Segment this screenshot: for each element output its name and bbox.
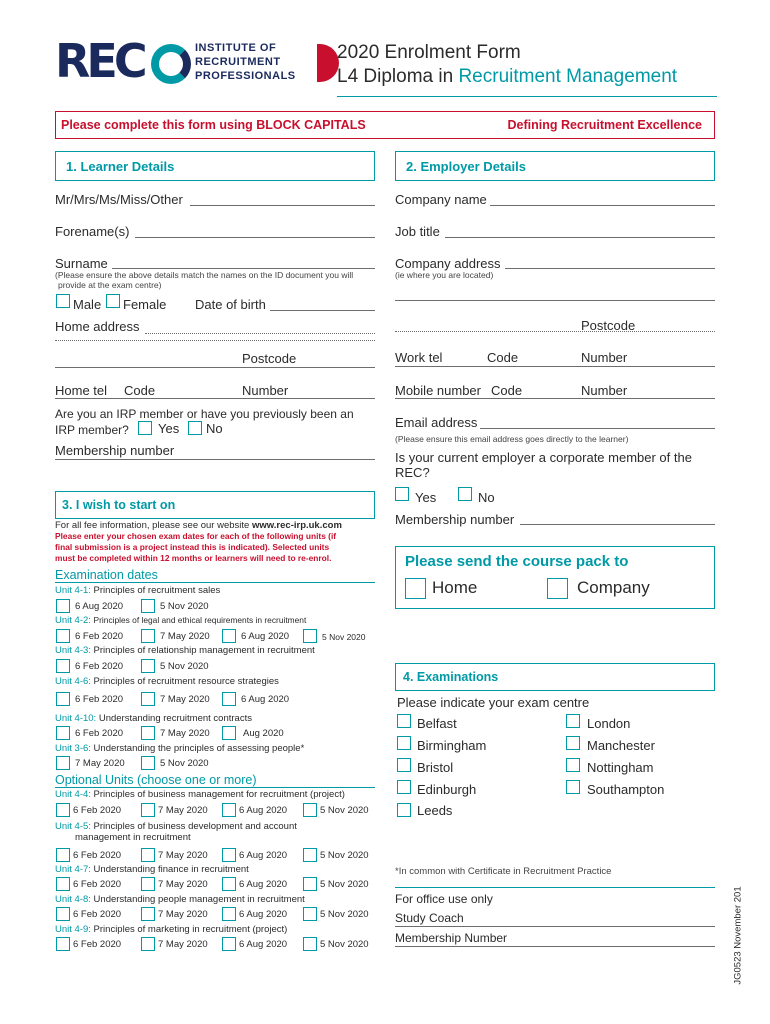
fee-info-url[interactable]: www.rec-irp.uk.com bbox=[251, 520, 342, 531]
date-label: 7 May 2020 bbox=[158, 805, 208, 816]
unit-note-2: final submission is a project instead this is indicated). Selected units bbox=[55, 542, 330, 552]
work-tel-code-label: Code bbox=[487, 350, 519, 365]
examinations-heading: 4. Examinations bbox=[395, 663, 715, 691]
company-address-field-2[interactable] bbox=[395, 300, 715, 301]
date-checkbox[interactable] bbox=[141, 848, 155, 862]
subtitle-highlight: Recruitment Management bbox=[458, 66, 678, 87]
form-title: 2020 Enrolment Form bbox=[337, 42, 521, 63]
header-rule bbox=[337, 96, 717, 97]
home-tel-label: Home tel bbox=[55, 383, 108, 398]
office-membership-field[interactable] bbox=[395, 946, 715, 947]
date-label: 6 Feb 2020 bbox=[73, 805, 122, 816]
company-address-field[interactable] bbox=[505, 268, 715, 269]
date-label: 7 May 2020 bbox=[75, 758, 125, 769]
date-checkbox[interactable] bbox=[56, 907, 70, 921]
date-checkbox[interactable] bbox=[222, 803, 236, 817]
date-checkbox[interactable] bbox=[303, 848, 317, 862]
date-label: 7 May 2020 bbox=[160, 728, 210, 739]
home-postcode-label: Postcode bbox=[242, 351, 297, 366]
common-footnote: *In common with Certificate in Recruitment Practice bbox=[395, 866, 612, 877]
date-checkbox[interactable] bbox=[222, 629, 236, 643]
mobile-label: Mobile number bbox=[395, 383, 481, 398]
date-label: 6 Aug 2020 bbox=[241, 631, 290, 642]
date-label: 7 May 2020 bbox=[160, 694, 210, 705]
rec-logo bbox=[55, 34, 296, 88]
employer-details-heading: 2. Employer Details bbox=[395, 151, 715, 181]
study-coach-field[interactable] bbox=[395, 926, 715, 927]
date-checkbox[interactable] bbox=[141, 756, 155, 770]
form-subtitle bbox=[337, 66, 677, 88]
date-checkbox[interactable] bbox=[222, 907, 236, 921]
irp-yes-checkbox[interactable] bbox=[138, 421, 152, 435]
logo-line-1: INSTITUTE OF bbox=[195, 42, 277, 54]
course-pack-heading: Please send the course pack to bbox=[405, 553, 629, 570]
company-postcode-label: Postcode bbox=[581, 318, 636, 333]
female-checkbox[interactable] bbox=[106, 294, 120, 308]
date-checkbox[interactable] bbox=[222, 692, 236, 706]
date-checkbox[interactable] bbox=[222, 726, 236, 740]
date-checkbox[interactable] bbox=[56, 659, 70, 673]
date-label: 6 Feb 2020 bbox=[73, 850, 122, 861]
date-checkbox[interactable] bbox=[141, 726, 155, 740]
date-label: 5 Nov 2020 bbox=[160, 661, 209, 672]
mobile-field[interactable] bbox=[395, 398, 715, 399]
date-label: 7 May 2020 bbox=[158, 909, 208, 920]
centre-nottingham-checkbox[interactable] bbox=[566, 758, 580, 772]
centre-bristol-label: Bristol bbox=[417, 760, 454, 775]
centre-manchester-checkbox[interactable] bbox=[566, 736, 580, 750]
block-capitals-note: Please complete this form using BLOCK CAPITALS bbox=[61, 118, 366, 132]
date-checkbox[interactable] bbox=[222, 937, 236, 951]
job-title-label: Job title bbox=[395, 224, 440, 239]
subtitle-prefix: L4 Diploma in bbox=[337, 66, 459, 87]
mobile-code-label: Code bbox=[491, 383, 523, 398]
date-checkbox[interactable] bbox=[141, 659, 155, 673]
centre-belfast-checkbox[interactable] bbox=[397, 714, 411, 728]
irp-question-2: IRP member? bbox=[55, 423, 129, 437]
date-checkbox[interactable] bbox=[222, 877, 236, 891]
date-label: 6 Aug 2020 bbox=[75, 601, 124, 612]
logo-line-3: PROFESSIONALS bbox=[195, 70, 296, 82]
centre-southampton-label: Southampton bbox=[587, 782, 665, 797]
date-label: 6 Aug 2020 bbox=[239, 805, 288, 816]
date-label: 6 Feb 2020 bbox=[75, 661, 124, 672]
tagline: Defining Recruitment Excellence bbox=[507, 118, 702, 132]
date-checkbox[interactable] bbox=[141, 803, 155, 817]
date-checkbox[interactable] bbox=[222, 848, 236, 862]
unit-4-6: Unit 4-6: Principles of recruitment resource strategies bbox=[55, 676, 279, 687]
centre-london-checkbox[interactable] bbox=[566, 714, 580, 728]
date-label: 7 May 2020 bbox=[158, 939, 208, 950]
fee-info bbox=[55, 520, 342, 531]
date-checkbox[interactable] bbox=[56, 726, 70, 740]
logo-circle-icon bbox=[151, 44, 191, 84]
study-coach-label: Study Coach bbox=[395, 911, 464, 925]
date-checkbox[interactable] bbox=[141, 629, 155, 643]
logo-letters: REC bbox=[55, 34, 144, 88]
centre-southampton-checkbox[interactable] bbox=[566, 780, 580, 794]
date-checkbox[interactable] bbox=[141, 907, 155, 921]
course-pack-company-label: Company bbox=[577, 578, 650, 597]
corporate-yes-label: Yes bbox=[415, 490, 437, 505]
unit-4-9: Unit 4-9: Principles of marketing in recruitment (project) bbox=[55, 924, 288, 935]
corporate-no-label: No bbox=[478, 490, 495, 505]
learner-details-heading: 1. Learner Details bbox=[55, 151, 375, 181]
date-checkbox[interactable] bbox=[303, 907, 317, 921]
office-rule bbox=[395, 887, 715, 888]
unit-4-4: Unit 4-4: Principles of business management for recruitment (project) bbox=[55, 789, 345, 800]
date-checkbox[interactable] bbox=[141, 599, 155, 613]
document-code: JG0523 November 201 bbox=[732, 886, 744, 985]
date-label: 6 Aug 2020 bbox=[239, 850, 288, 861]
course-pack-home-label: Home bbox=[432, 578, 478, 597]
mobile-number-label: Number bbox=[581, 383, 628, 398]
dob-label: Date of birth bbox=[195, 297, 266, 312]
optional-units-heading: Optional Units (choose one or more) bbox=[55, 773, 257, 787]
company-address-label: Company address bbox=[395, 256, 501, 271]
unit-note-3: must be completed within 12 months or learners will need to re-enrol. bbox=[55, 553, 332, 563]
corporate-question-2: REC? bbox=[395, 465, 430, 480]
start-heading: 3. I wish to start on bbox=[55, 491, 375, 519]
membership-field[interactable] bbox=[55, 459, 375, 460]
corporate-no-checkbox[interactable] bbox=[458, 487, 472, 501]
surname-note-1: (Please ensure the above details match the names on the ID document you will bbox=[55, 270, 354, 280]
date-checkbox[interactable] bbox=[56, 848, 70, 862]
male-label: Male bbox=[73, 297, 102, 312]
centre-belfast-label: Belfast bbox=[417, 716, 457, 731]
email-field[interactable] bbox=[480, 428, 715, 429]
date-label: 7 May 2020 bbox=[158, 850, 208, 861]
home-address-label: Home address bbox=[55, 319, 140, 334]
date-label: 6 Aug 2020 bbox=[239, 939, 288, 950]
date-checkbox[interactable] bbox=[141, 937, 155, 951]
date-checkbox[interactable] bbox=[56, 629, 70, 643]
date-label: 6 Aug 2020 bbox=[241, 694, 290, 705]
date-checkbox[interactable] bbox=[56, 803, 70, 817]
exam-centre-prompt: Please indicate your exam centre bbox=[397, 695, 590, 710]
date-checkbox[interactable] bbox=[56, 756, 70, 770]
date-checkbox[interactable] bbox=[141, 692, 155, 706]
date-checkbox[interactable] bbox=[56, 599, 70, 613]
date-label: 6 Feb 2020 bbox=[73, 939, 122, 950]
forename-label: Forename(s) bbox=[55, 224, 130, 239]
centre-edinburgh-checkbox[interactable] bbox=[397, 780, 411, 794]
company-address-note: (ie where you are located) bbox=[395, 270, 494, 280]
irp-no-checkbox[interactable] bbox=[188, 421, 202, 435]
date-checkbox[interactable] bbox=[56, 877, 70, 891]
date-label: 5 Nov 2020 bbox=[320, 805, 369, 816]
surname-note-2: provide at the exam centre) bbox=[58, 280, 162, 290]
unit-note-1: Please enter your chosen exam dates for each of the following units (if bbox=[55, 531, 337, 541]
female-label: Female bbox=[123, 297, 167, 312]
date-label: 6 Feb 2020 bbox=[75, 728, 124, 739]
home-address-field-2[interactable] bbox=[55, 340, 375, 341]
date-label: 7 May 2020 bbox=[158, 879, 208, 890]
course-pack-company-checkbox[interactable] bbox=[547, 578, 568, 599]
unit-3-6: Unit 3-6: Understanding the principles of assessing people* bbox=[55, 743, 305, 754]
work-tel-label: Work tel bbox=[395, 350, 443, 365]
centre-birmingham-checkbox[interactable] bbox=[397, 736, 411, 750]
fee-info-prefix: For all fee information, please see our website bbox=[55, 520, 252, 531]
unit-4-5-cont: management in recruitment bbox=[75, 832, 191, 843]
company-name-label: Company name bbox=[395, 192, 487, 207]
unit-4-2: Unit 4-2: Principles of legal and ethical requirements in recruitment bbox=[55, 615, 307, 626]
surname-label: Surname bbox=[55, 256, 108, 271]
instruction-banner bbox=[55, 111, 715, 139]
date-checkbox[interactable] bbox=[303, 629, 317, 643]
course-pack-home-checkbox[interactable] bbox=[405, 578, 426, 599]
date-checkbox[interactable] bbox=[141, 877, 155, 891]
corporate-membership-label: Membership number bbox=[395, 512, 515, 527]
date-label: 6 Aug 2020 bbox=[239, 909, 288, 920]
date-label: 5 Nov 2020 bbox=[320, 879, 369, 890]
date-checkbox[interactable] bbox=[303, 937, 317, 951]
company-postcode-field[interactable] bbox=[395, 331, 715, 332]
corporate-membership-field[interactable] bbox=[520, 524, 715, 525]
date-label: 5 Nov 2020 bbox=[320, 850, 369, 861]
date-checkbox[interactable] bbox=[56, 937, 70, 951]
date-label: 5 Nov 2020 bbox=[160, 601, 209, 612]
date-checkbox[interactable] bbox=[303, 803, 317, 817]
home-address-field-1[interactable] bbox=[145, 333, 375, 334]
centre-edinburgh-label: Edinburgh bbox=[417, 782, 477, 797]
centre-birmingham-label: Birmingham bbox=[417, 738, 487, 753]
forename-field[interactable] bbox=[135, 237, 375, 238]
unit-4-3: Unit 4-3: Principles of relationship management in recruitment bbox=[55, 645, 315, 656]
work-tel-field[interactable] bbox=[395, 366, 715, 367]
dob-field[interactable] bbox=[270, 310, 375, 311]
unit-4-1: Unit 4-1: Principles of recruitment sales bbox=[55, 585, 221, 596]
centre-leeds-checkbox[interactable] bbox=[397, 803, 411, 817]
home-tel-code-label: Code bbox=[124, 383, 156, 398]
surname-field[interactable] bbox=[112, 268, 375, 269]
date-label: 5 Nov 2020 bbox=[320, 909, 369, 920]
work-tel-number-label: Number bbox=[581, 350, 628, 365]
unit-4-7: Unit 4-7: Understanding finance in recruitment bbox=[55, 864, 249, 875]
date-label: 6 Feb 2020 bbox=[73, 879, 122, 890]
logo-mark-icon bbox=[317, 44, 339, 82]
membership-label: Membership number bbox=[55, 443, 175, 458]
date-label: 5 Nov 2020 bbox=[322, 632, 366, 642]
exam-dates-heading: Examination dates bbox=[55, 568, 158, 582]
office-membership-label: Membership Number bbox=[395, 931, 508, 945]
corporate-yes-checkbox[interactable] bbox=[395, 487, 409, 501]
centre-nottingham-label: Nottingham bbox=[587, 760, 654, 775]
irp-no-label: No bbox=[206, 421, 223, 436]
unit-4-8: Unit 4-8: Understanding people management in recruitment bbox=[55, 894, 305, 905]
date-label: 6 Feb 2020 bbox=[75, 631, 124, 642]
unit-4-10: Unit 4-10: Understanding recruitment contracts bbox=[55, 713, 252, 724]
centre-manchester-label: Manchester bbox=[587, 738, 655, 753]
email-label: Email address bbox=[395, 415, 478, 430]
date-checkbox[interactable] bbox=[56, 692, 70, 706]
unit-4-5: Unit 4-5: Principles of business development and account bbox=[55, 821, 297, 832]
exam-dates-rule bbox=[55, 582, 375, 583]
male-checkbox[interactable] bbox=[56, 294, 70, 308]
centre-leeds-label: Leeds bbox=[417, 803, 453, 818]
date-label: 6 Feb 2020 bbox=[75, 694, 124, 705]
email-note: (Please ensure this email address goes directly to the learner) bbox=[395, 434, 629, 444]
optional-rule bbox=[55, 787, 375, 788]
home-postcode-field[interactable] bbox=[55, 367, 375, 368]
office-use-heading: For office use only bbox=[395, 892, 493, 906]
home-tel-number-label: Number bbox=[242, 383, 289, 398]
date-label: 5 Nov 2020 bbox=[320, 939, 369, 950]
centre-bristol-checkbox[interactable] bbox=[397, 758, 411, 772]
date-label: Aug 2020 bbox=[243, 728, 284, 739]
corporate-question-1: Is your current employer a corporate member of the bbox=[395, 450, 692, 465]
date-label: 5 Nov 2020 bbox=[160, 758, 209, 769]
title-label: Mr/Mrs/Ms/Miss/Other bbox=[55, 192, 183, 207]
irp-question-1: Are you an IRP member or have you previously been an bbox=[55, 407, 354, 421]
job-title-field[interactable] bbox=[445, 237, 715, 238]
date-checkbox[interactable] bbox=[303, 877, 317, 891]
home-tel-field[interactable] bbox=[55, 398, 375, 399]
date-label: 7 May 2020 bbox=[160, 631, 210, 642]
title-field[interactable] bbox=[190, 205, 375, 206]
company-name-field[interactable] bbox=[490, 205, 715, 206]
date-label: 6 Feb 2020 bbox=[73, 909, 122, 920]
date-label: 6 Aug 2020 bbox=[239, 879, 288, 890]
irp-yes-label: Yes bbox=[158, 421, 180, 436]
logo-line-2: RECRUITMENT bbox=[195, 56, 281, 68]
centre-london-label: London bbox=[587, 716, 631, 731]
